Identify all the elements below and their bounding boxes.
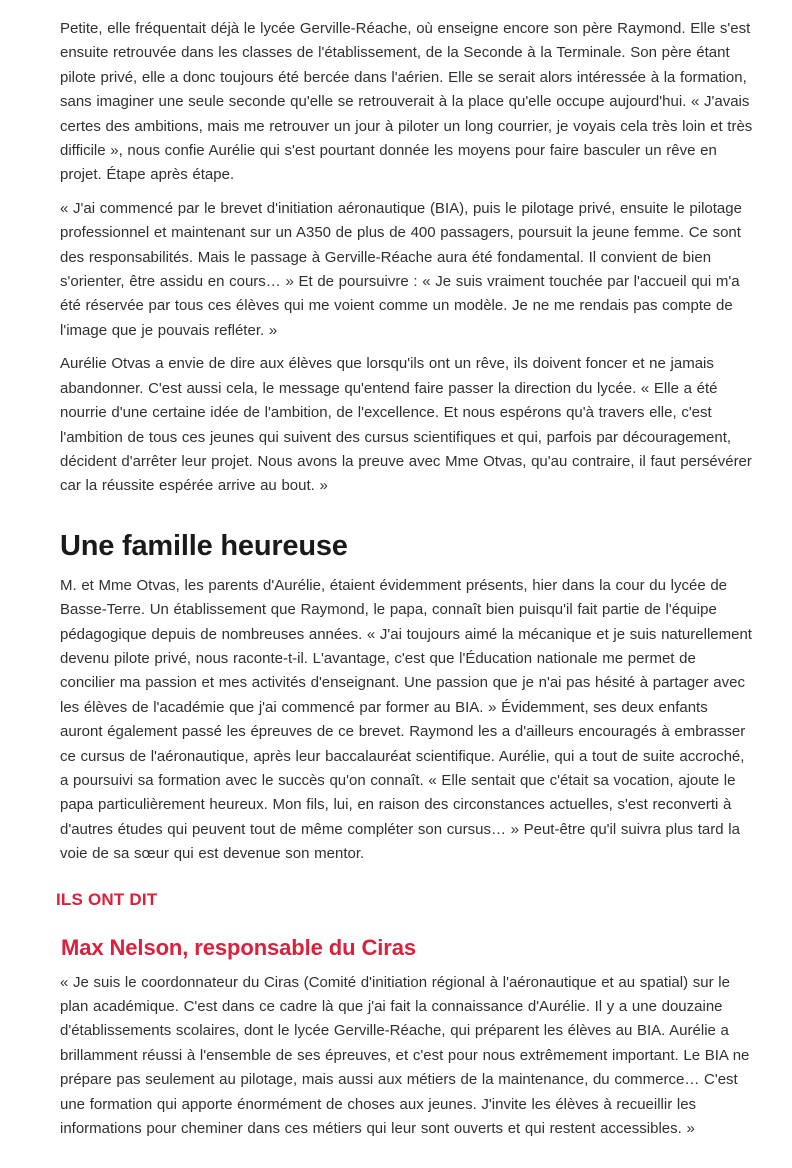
- they-said-kicker: ILS ONT DIT: [56, 889, 158, 909]
- family-section-title: Une famille heureuse: [60, 529, 348, 562]
- intro-paragraph-3: Aurélie Otvas a envie de dire aux élèves que lorsqu'ils ont un rêve, ils doivent foncer et ne jamais abandonner. C'est aussi cela, le message qu'entend faire passer la direction du lycée. « Elle a été nourrie d'une certaine idée de l'ambition, de l'excellence. Et nous espérons qu'à travers elle, c'est l'ambition de tous ces jeunes qui suivent des cursus scientifiques et qui, parfois par découragement, décident d'arrêter leur projet. Nous avons la preuve avec Mme Otvas, qu'au contraire, il faut persévérer car la réussite espérée arrive au bout. »: [60, 355, 752, 495]
- quote-paragraph: « Je suis le coordonnateur du Ciras (Comité d'initiation régional à l'aéronautique et au spatial) sur le plan académique. C'est dans ce cadre là que j'ai fait la connaissance d'Aurélie. Il y a une douzaine d'établissements scolaires, dont le lycée Gerville-Réache, qui préparent les élèves au BIA. Aurélie a brillamment réussi à l'ensemble de ses épreuves, et c'est pour nous extrêmement important. Le BIA ne prépare pas seulement au pilotage, mais aussi aux métiers de la maintenance, du commerce… C'est une formation qui apporte énormément de choses aux jeunes. J'invite les élèves à recueillir les informations pour cheminer dans ces métiers qui leur sont ouverts et qui restent accessibles. »: [60, 973, 750, 1138]
- intro-paragraph-1: Petite, elle fréquentait déjà le lycée Gerville-Réache, où enseigne encore son père Raymond. Elle s'est ensuite retrouvée dans les classes de l'établissement, de la Seconde à la Terminale. Son père étant pilote privé, elle a donc toujours été bercée dans l'aérien. Elle se serait alors intéressée à la formation, sans imaginer une seule seconde qu'elle se retrouverait à la place qu'elle occupe aujourd'hui. « J'avais certes des ambitions, mais me retrouver un jour à piloter un long courrier, je voyais cela très loin et très difficile », nous confie Aurélie qui s'est pourtant donnée les moyens pour faire basculer un rêve en projet. Étape après étape.: [60, 20, 753, 184]
- quote-author-heading: Max Nelson, responsable du Ciras: [61, 934, 417, 960]
- family-section-paragraph: M. et Mme Otvas, les parents d'Aurélie, étaient évidemment présents, hier dans la cour du lycée de Basse-Terre. Un établissement que Raymond, le papa, connaît bien puisqu'il fait partie de l'équipe pédagogique depuis de nombreuses années. « J'ai toujours aimé la mécanique et je suis naturellement devenu pilote privé, nous raconte-t-il. L'avantage, c'est que l'Éducation nationale me permet de concilier ma passion et mes activités d'enseignant. Une passion que je n'ai pas hésité à partager avec les élèves de l'académie que j'ai commencé par former au BIA. » Évidemment, ses deux enfants auront également passé les épreuves de ce brevet. Raymond les a d'ailleurs encouragés à embrasser ce cursus de l'aéronautique, après leur baccalauréat scientifique. Aurélie, qui a tout de suite accroché, a poursuivi sa formation avec le succès qu'on connaît. « Elle sentait que c'était sa vocation, ajoute le papa particulièrement heureux. Mon fils, lui, en raison des circonstances actuelles, s'est reconverti à d'autres études qui peuvent tout de même compléter son cursus… » Peut-être qu'il suivra plus tard la voie de sa sœur qui est devenue son mentor.: [60, 576, 752, 863]
- intro-paragraph-2: « J'ai commencé par le brevet d'initiation aéronautique (BIA), puis le pilotage privé, ensuite le pilotage professionnel et maintenant sur un A350 de plus de 400 passagers, poursuit la jeune femme. Ce sont des responsabilités. Mais le passage à Gerville-Réache aura été fondamental. Il convient de bien s'orienter, être assidu en cours… » Et de poursuivre : « Je suis vraiment touchée par l'accueil qui m'a été réservée par tous ces élèves qui me voient comme un modèle. Je ne me rendais pas compte de l'image que je pouvais refléter. »: [60, 199, 742, 339]
